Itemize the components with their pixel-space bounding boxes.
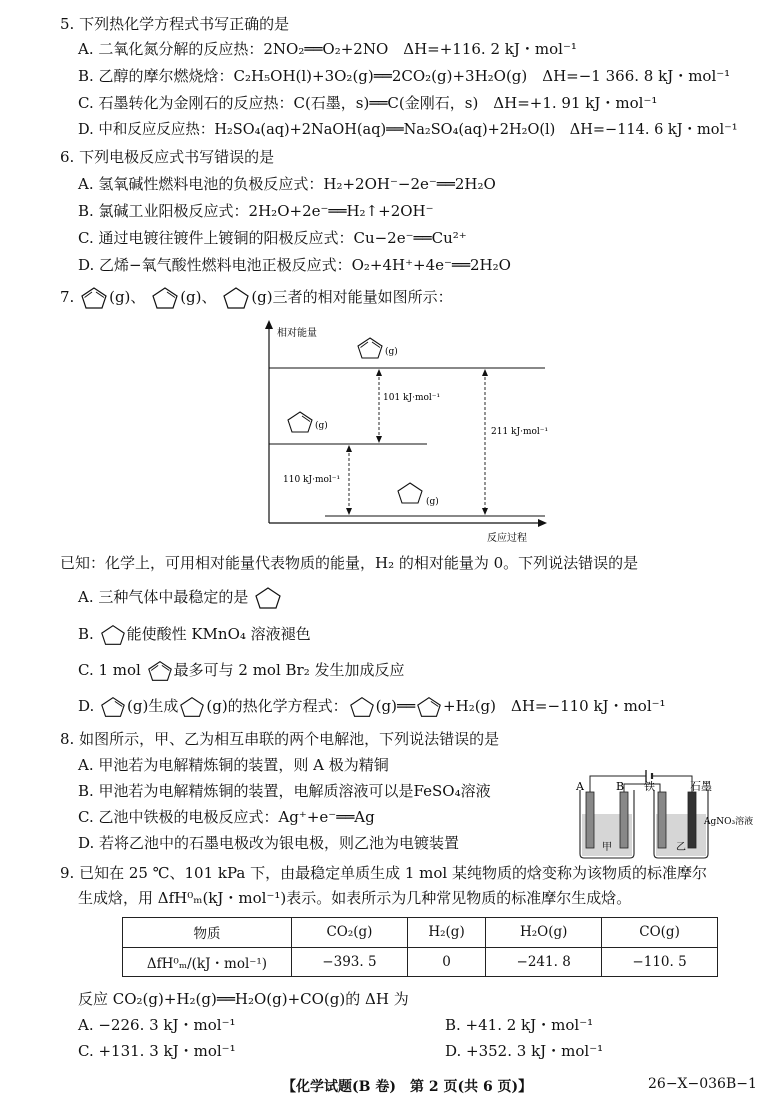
y-axis-label: 相对能量 <box>277 328 317 339</box>
table-header-row <box>123 918 718 948</box>
table-cell: 0 <box>407 947 485 977</box>
q7-option-a <box>78 585 283 611</box>
q7-option-d-text1: (g)生成 <box>127 697 179 715</box>
label-b: B <box>616 780 625 793</box>
q8-stem: 8. 如图所示，甲、乙为相互串联的两个电解池，下列说法错误的是 <box>60 730 500 748</box>
q7-sep1: 、 <box>130 288 146 306</box>
q6-stem: 6. 下列电极反应式书写错误的是 <box>60 148 275 166</box>
q7-option-b <box>78 622 311 648</box>
electrode-graphite <box>688 792 696 848</box>
cyclopentene-icon <box>99 694 127 720</box>
gap-211-label: 211 kJ·mol⁻¹ <box>491 427 549 437</box>
cyclopentane-icon <box>221 286 251 310</box>
electrolysis-cells-figure <box>572 768 768 864</box>
electrode-b <box>620 792 628 848</box>
q7-option-c-text: 最多可与 2 mol Br₂ 发生加成反应 <box>173 661 405 679</box>
q7-stem <box>60 286 453 310</box>
label-g-top: (g) <box>385 347 398 357</box>
q7-option-b-label: B. <box>78 625 94 643</box>
q7-g3: (g) <box>251 288 273 306</box>
table-cell: ΔfH⁰ₘ/(kJ・mol⁻¹) <box>123 947 292 977</box>
q7-known: 已知：化学上，可用相对能量代表物质的能量，H₂ 的相对能量为 0。下列说法错误的是 <box>60 554 639 572</box>
table-cell: −241. 8 <box>486 947 602 977</box>
electrode-iron <box>658 792 666 848</box>
q7-g2: (g) <box>180 288 202 306</box>
label-graphite: 石墨 <box>690 780 712 793</box>
q7-option-d <box>78 694 666 720</box>
footer-title: 【化学试题(B 卷) 第 2 页(共 6 页)】 <box>282 1079 533 1095</box>
arrow-211-head-bottom <box>482 508 488 515</box>
energy-diagram <box>255 318 565 548</box>
cyclopentane-icon <box>99 622 127 648</box>
q7-option-d-text4: +H₂(g) ΔH=−110 kJ・mol⁻¹ <box>443 697 666 715</box>
diagram-cyclopentane-icon <box>398 483 422 503</box>
q9-option-a: A. −226. 3 kJ・mol⁻¹ <box>78 1016 236 1034</box>
q7-option-c-label: C. 1 mol <box>78 661 141 679</box>
q7-option-d-label: D. <box>78 697 95 715</box>
table-header-cell: H₂O(g) <box>486 918 602 948</box>
q6-option-c: C. 通过电镀往镀件上镀铜的阳极反应式：Cu−2e⁻══Cu²⁺ <box>78 229 467 247</box>
cyclopentane-icon <box>348 694 376 720</box>
label-g-bottom: (g) <box>426 497 439 507</box>
q6-option-d: D. 乙烯−氧气酸性燃料电池正极反应式：O₂+4H⁺+4e⁻══2H₂O <box>78 256 511 274</box>
arrow-110-head-bottom <box>346 508 352 515</box>
arrow-101-head-bottom <box>376 436 382 443</box>
arrow-101-head-top <box>376 369 382 376</box>
q5-option-b: B. 乙醇的摩尔燃烧焓：C₂H₅OH(l)+3O₂(g)══2CO₂(g)+3H₂O(g) ΔH=−1 366. 8 kJ・mol⁻¹ <box>78 67 731 85</box>
q5-option-a: A. 二氧化氮分解的反应热：2NO₂══O₂+2NO ΔH=+116. 2 kJ・mol⁻¹ <box>78 40 577 58</box>
y-axis-arrow <box>265 320 273 329</box>
cyclopentadiene-icon <box>79 286 109 310</box>
q6-option-b: B. 氯碱工业阳极反应式：2H₂O+2e⁻══H₂↑+2OH⁻ <box>78 202 434 220</box>
q7-option-d-text2: (g)的热化学方程式： <box>206 697 348 715</box>
table-header-cell: CO(g) <box>602 918 718 948</box>
q5-stem: 5. 下列热化学方程式书写正确的是 <box>60 15 290 33</box>
q9-stem-line1: 9. 已知在 25 ℃、101 kPa 下，由最稳定单质生成 1 mol 某纯物质的焓变称为该物质的标准摩尔 <box>60 864 708 882</box>
table-header-cell: 物质 <box>123 918 292 948</box>
enthalpy-table <box>122 917 718 977</box>
table-row <box>123 947 718 977</box>
q5-option-c: C. 石墨转化为金刚石的反应热：C(石墨，s)══C(金刚石，s) ΔH=+1. 91 kJ・mol⁻¹ <box>78 94 658 112</box>
cyclopentadiene-icon <box>146 658 174 684</box>
table-header-cell: CO₂(g) <box>292 918 408 948</box>
q9-option-d: D. +352. 3 kJ・mol⁻¹ <box>445 1042 604 1060</box>
q7-stem-tail: 三者的相对能量如图所示： <box>272 288 453 306</box>
table-cell: −393. 5 <box>292 947 408 977</box>
q7-g1: (g) <box>109 288 131 306</box>
q5-option-d: D. 中和反应反应热：H₂SO₄(aq)+2NaOH(aq)══Na₂SO₄(aq)+2H₂O(l) ΔH=−114. 6 kJ・mol⁻¹ <box>78 122 738 138</box>
cyclopentane-icon <box>178 694 206 720</box>
q6-option-a: A. 氢氧碱性燃料电池的负极反应式：H₂+2OH⁻−2e⁻══2H₂O <box>78 175 496 193</box>
arrow-211-head-top <box>482 369 488 376</box>
diagram-cyclopentene-icon <box>288 412 312 432</box>
label-yi: 乙 <box>676 842 686 853</box>
cyclopentane-icon <box>253 585 283 611</box>
q7-option-c <box>78 658 405 684</box>
q9-option-b: B. +41. 2 kJ・mol⁻¹ <box>445 1016 594 1034</box>
label-jia: 甲 <box>602 842 612 853</box>
label-g-mid: (g) <box>315 421 328 431</box>
q9-reaction: 反应 CO₂(g)+H₂(g)══H₂O(g)+CO(g)的 ΔH 为 <box>78 990 409 1008</box>
q8-option-a: A. 甲池若为电解精炼铜的装置，则 A 极为精铜 <box>78 756 389 774</box>
label-agno3: AgNO₃溶液 <box>704 817 754 827</box>
electrode-a <box>586 792 594 848</box>
q9-option-c: C. +131. 3 kJ・mol⁻¹ <box>78 1042 236 1060</box>
q7-option-d-text3: (g)══ <box>375 697 416 715</box>
label-a: A <box>576 780 584 793</box>
q7-option-b-text: 能使酸性 KMnO₄ 溶液褪色 <box>126 625 311 643</box>
table-cell: −110. 5 <box>602 947 718 977</box>
label-iron: 铁 <box>644 780 655 793</box>
cyclopentene-icon <box>150 286 180 310</box>
q8-option-c: C. 乙池中铁极的电极反应式：Ag⁺+e⁻══Ag <box>78 808 375 826</box>
arrow-110-head-top <box>346 445 352 452</box>
x-axis-arrow <box>538 519 547 527</box>
diagram-cyclopentadiene-icon <box>358 338 382 358</box>
x-axis-label: 反应过程 <box>487 533 527 544</box>
q8-option-d: D. 若将乙池中的石墨电极改为银电极，则乙池为电镀装置 <box>78 834 460 852</box>
q8-option-b: B. 甲池若为电解精炼铜的装置，电解质溶液可以是FeSO₄溶液 <box>78 782 491 800</box>
footer-code: 26−X−036B−1 <box>648 1076 757 1092</box>
cyclopentene-icon <box>415 694 443 720</box>
gap-110-label: 110 kJ·mol⁻¹ <box>283 475 341 485</box>
q7-sep2: 、 <box>201 288 217 306</box>
q9-stem-line2: 生成焓，用 ΔfH⁰ₘ(kJ・mol⁻¹)表示。如表所示为几种常见物质的标准摩尔生成焓。 <box>78 889 632 907</box>
q7-number: 7. <box>60 288 75 306</box>
gap-101-label: 101 kJ·mol⁻¹ <box>383 393 441 403</box>
q7-option-a-text: A. 三种气体中最稳定的是 <box>78 588 249 606</box>
table-header-cell: H₂(g) <box>407 918 485 948</box>
